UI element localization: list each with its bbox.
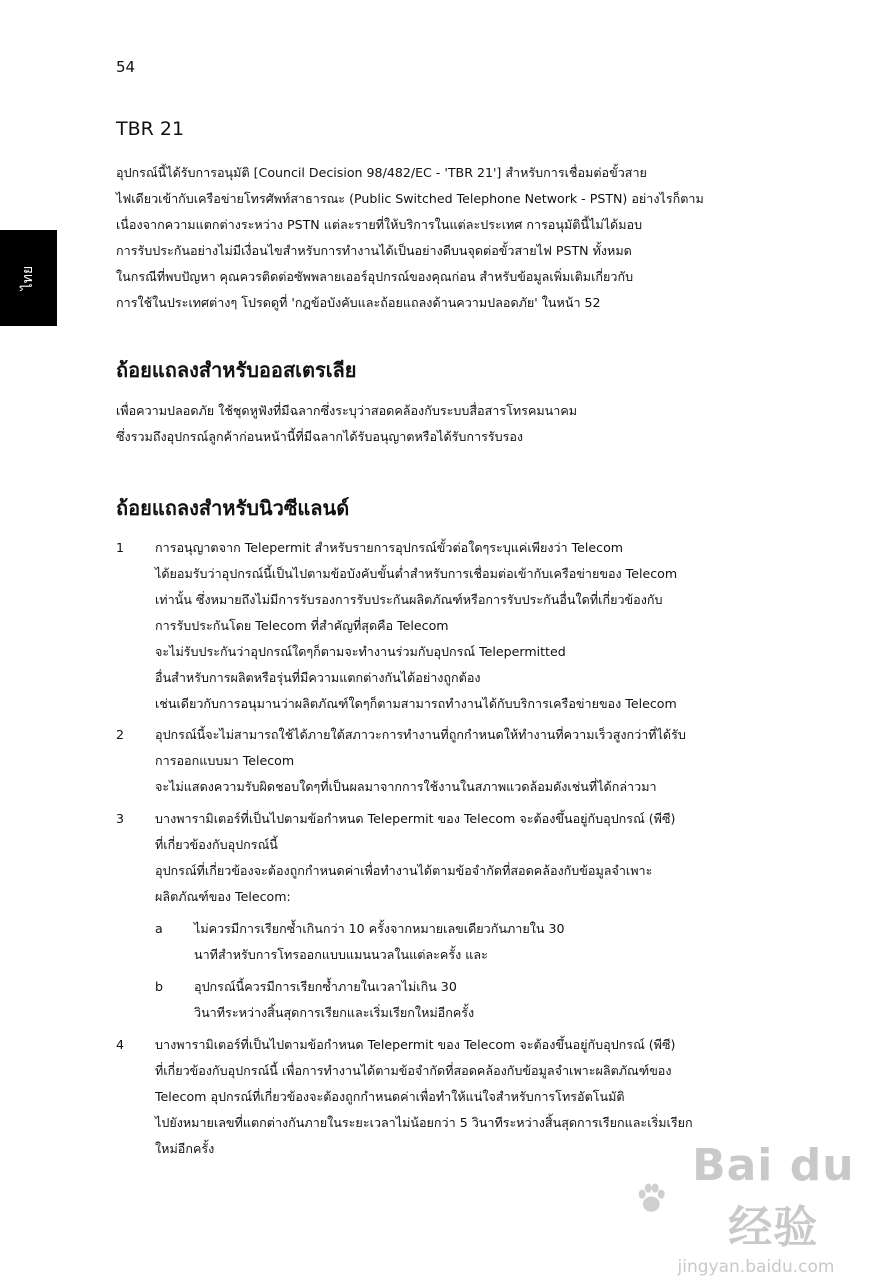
watermark-url: jingyan.baidu.com [677, 1257, 835, 1277]
item-line: บางพารามิเตอร์ที่เป็นไปตามข้อกำหนด Telepermit ของ Telecom จะต้องขึ้นอยู่กับอุปกรณ์ (พีซี) [155, 811, 676, 826]
item-line: อุปกรณ์ที่เกี่ยวข้องจะต้องถูกกำหนดค่าเพื่อทำงานได้ตามข้อจำกัดที่สอดคล้องกับข้อมูลจำเพาะ [155, 863, 653, 878]
paw-icon [636, 1176, 667, 1220]
watermark-logo [636, 1140, 876, 1255]
tbr-heading: TBR 21 [116, 118, 185, 140]
side-tab-label: ไทย [20, 265, 37, 291]
item-line: จะไม่แสดงความรับผิดชอบใดๆที่เป็นผลมาจากการใช้งานในสภาพแวดล้อมดังเช่นที่ได้กล่าวมา [155, 779, 657, 794]
language-side-tab [0, 230, 57, 326]
item-number: 4 [116, 1037, 125, 1052]
item-line: ได้ยอมรับว่าอุปกรณ์นี้เป็นไปตามข้อบังคับขั้นต่ำสำหรับการเชื่อมต่อเข้ากับเครือข่ายของ Telecom [155, 566, 678, 581]
item-line: การอนุญาตจาก Telepermit สำหรับรายการอุปกรณ์ขั้วต่อใดๆระบุแค่เพียงว่า Telecom [155, 540, 624, 555]
item-number: 1 [116, 540, 125, 555]
item-line: เช่นเดียวกับการอนุมานว่าผลิตภัณฑ์ใดๆก็ตามสามารถทำงานได้กับบริการเครือข่ายของ Telecom [155, 696, 677, 711]
australia-paragraph [116, 398, 776, 450]
paragraph-line: ซึ่งรวมถึงอุปกรณ์ลูกค้าก่อนหน้านี้ที่มีฉลากได้รับอนุญาตหรือได้รับการรับรอง [116, 429, 524, 444]
australia-heading: ถ้อยแถลงสำหรับออสเตรเลีย [116, 358, 357, 382]
page-number: 54 [116, 58, 136, 76]
sub-item-line: วินาทีระหว่างสิ้นสุดการเรียกและเริ่มเรียกใหม่อีกครั้ง [194, 1005, 475, 1020]
item-line: จะไม่รับประกันว่าอุปกรณ์ใดๆก็ตามจะทำงานร่วมกับอุปกรณ์ Telepermitted [155, 644, 566, 659]
sub-item-line: นาทีสำหรับการโทรออกแบบแมนนวลในแต่ละครั้ง และ [194, 947, 488, 962]
item-line: อื่นสำหรับการผลิตหรือรุ่นที่มีความแตกต่างกันได้อย่างถูกต้อง [155, 670, 481, 685]
paragraph-line: การรับประกันอย่างไม่มีเงื่อนไขสำหรับการทำงานได้เป็นอย่างดีบนจุดต่อขั้วสายไฟ PSTN ทั้งหมด [116, 243, 632, 258]
sub-item-line: ไม่ควรมีการเรียกซ้ำเกินกว่า 10 ครั้งจากหมายเลขเดียวกันภายใน 30 [194, 921, 565, 936]
item-line: ไปยังหมายเลขที่แตกต่างกันภายในระยะเวลาไม่น้อยกว่า 5 วินาทีระหว่างสิ้นสุดการเรียกและเริ่มเรียก [155, 1115, 693, 1130]
item-line: ผลิตภัณฑ์ของ Telecom: [155, 889, 291, 904]
item-line: เท่านั้น ซึ่งหมายถึงไม่มีการรับรองการรับประกันผลิตภัณฑ์หรือการรับประกันอื่นใดที่เกี่ยวข้องกับ [155, 592, 663, 607]
item-number: 3 [116, 811, 125, 826]
item-line: บางพารามิเตอร์ที่เป็นไปตามข้อกำหนด Telepermit ของ Telecom จะต้องขึ้นอยู่กับอุปกรณ์ (พีซี) [155, 1037, 676, 1052]
watermark-logo-text: Bai du 经验 [692, 1140, 855, 1253]
item-line: ที่เกี่ยวข้องกับอุปกรณ์นี้ เพื่อการทำงานได้ตามข้อจำกัดที่สอดคล้องกับข้อมูลจำเพาะผลิตภัณฑ์ของ [155, 1063, 672, 1078]
paragraph-line: เนื่องจากความแตกต่างระหว่าง PSTN แต่ละรายที่ให้บริการในแต่ละประเทศ การอนุมัตินี้ไม่ได้มอบ [116, 217, 643, 232]
item-line: ที่เกี่ยวข้องกับอุปกรณ์นี้ [155, 837, 278, 852]
item-number: 2 [116, 727, 125, 742]
newzealand-heading: ถ้อยแถลงสำหรับนิวซีแลนด์ [116, 496, 350, 520]
paragraph-line: ไฟเดียวเข้ากับเครือข่ายโทรศัพท์สาธารณะ (Public Switched Telephone Network - PSTN) อย่างไรก็ตาม [116, 191, 704, 206]
item-line: อุปกรณ์นี้จะไม่สามารถใช้ได้ภายใต้สภาวะการทำงานที่ถูกกำหนดให้ทำงานที่ความเร็วสูงกว่าที่ได้รับ [155, 727, 686, 742]
paragraph-line: การใช้ในประเทศต่างๆ โปรดดูที่ 'กฎข้อบังคับและถ้อยแถลงด้านความปลอดภัย' ในหน้า 52 [116, 295, 601, 310]
item-line: ใหม่อีกครั้ง [155, 1141, 215, 1156]
sub-item-letter: b [155, 979, 163, 994]
item-line: Telecom อุปกรณ์ที่เกี่ยวข้องจะต้องถูกกำหนดค่าเพื่อทำให้แน่ใจสำหรับการโทรอัตโนมัติ [155, 1089, 625, 1104]
sub-item-letter: a [155, 921, 163, 936]
baidu-jingyan-watermark [636, 1140, 876, 1277]
item-line: การรับประกันโดย Telecom ที่สำคัญที่สุดคือ Telecom [155, 618, 449, 633]
tbr-paragraph [116, 160, 776, 316]
paragraph-line: เพื่อความปลอดภัย ใช้ชุดหูฟังที่มีฉลากซึ่งระบุว่าสอดคล้องกับระบบสื่อสารโทรคมนาคม [116, 403, 578, 418]
paragraph-line: ในกรณีที่พบปัญหา คุณควรติดต่อซัพพลายเออร์อุปกรณ์ของคุณก่อน สำหรับข้อมูลเพิ่มเติมเกี่ยวกับ [116, 269, 634, 284]
item-line: การออกแบบมา Telecom [155, 753, 295, 768]
sub-item-line: อุปกรณ์นี้ควรมีการเรียกซ้ำภายในเวลาไม่เกิน 30 [194, 979, 457, 994]
paragraph-line: อุปกรณ์นี้ได้รับการอนุมัติ [Council Decision 98/482/EC - 'TBR 21'] สำหรับการเชื่อมต่อขั้วสาย [116, 165, 647, 180]
